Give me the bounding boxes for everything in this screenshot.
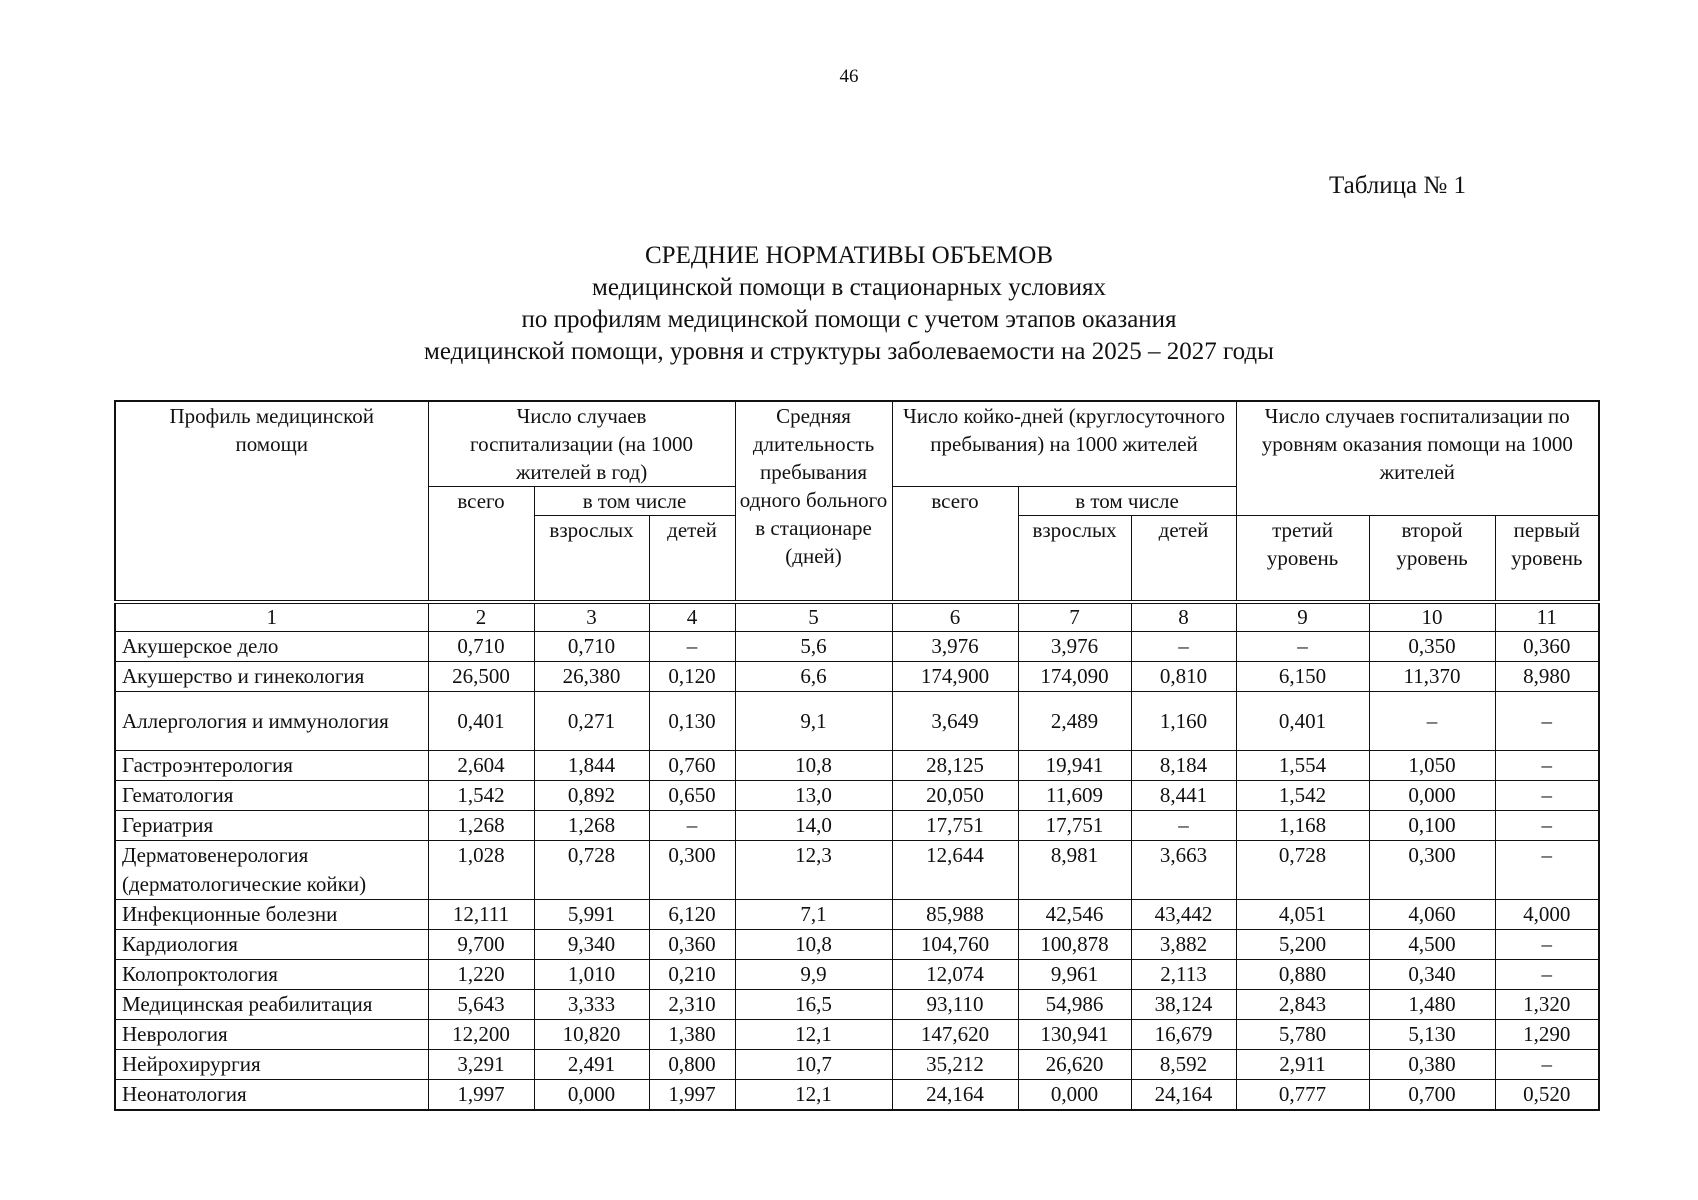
title-line-3: по профилям медицинской помощи с учетом этапов оказания: [521, 306, 1177, 333]
header-cases-total: всего: [428, 487, 534, 603]
value-cell: 6,120: [649, 900, 735, 930]
profile-cell: Аллергология и иммунология: [115, 692, 428, 751]
value-cell: 0,120: [649, 662, 735, 692]
value-cell: –: [1495, 751, 1599, 781]
column-number: 4: [649, 602, 735, 632]
value-cell: 1,997: [649, 1080, 735, 1111]
value-cell: 11,370: [1369, 662, 1495, 692]
header-level-2: второй уровень: [1369, 516, 1495, 603]
value-cell: 2,491: [534, 1050, 649, 1080]
value-cell: 0,300: [649, 841, 735, 900]
value-cell: –: [1131, 632, 1236, 662]
table-row: [115, 811, 1599, 841]
value-cell: 0,350: [1369, 632, 1495, 662]
value-cell: 0,271: [534, 692, 649, 751]
profile-cell: Акушерское дело: [115, 632, 428, 662]
table-body: [115, 632, 1599, 1111]
value-cell: 147,620: [892, 1020, 1018, 1050]
value-cell: 12,200: [428, 1020, 534, 1050]
value-cell: 0,380: [1369, 1050, 1495, 1080]
value-cell: 5,6: [735, 632, 892, 662]
value-cell: –: [649, 811, 735, 841]
table-row: [115, 990, 1599, 1020]
table-row: [115, 960, 1599, 990]
profile-cell: Гематология: [115, 781, 428, 811]
value-cell: 11,609: [1018, 781, 1131, 811]
header-bed-days-adults: взрослых: [1018, 516, 1131, 603]
value-cell: 6,150: [1236, 662, 1369, 692]
value-cell: 0,000: [1018, 1080, 1131, 1111]
value-cell: 9,700: [428, 930, 534, 960]
value-cell: 0,340: [1369, 960, 1495, 990]
value-cell: 17,751: [1018, 811, 1131, 841]
value-cell: 3,976: [1018, 632, 1131, 662]
value-cell: 10,820: [534, 1020, 649, 1050]
column-number: 11: [1495, 602, 1599, 632]
value-cell: 0,520: [1495, 1080, 1599, 1111]
value-cell: 54,986: [1018, 990, 1131, 1020]
value-cell: 0,700: [1369, 1080, 1495, 1111]
value-cell: 5,991: [534, 900, 649, 930]
value-cell: 20,050: [892, 781, 1018, 811]
value-cell: 4,060: [1369, 900, 1495, 930]
value-cell: 10,8: [735, 930, 892, 960]
value-cell: 13,0: [735, 781, 892, 811]
value-cell: 17,751: [892, 811, 1018, 841]
header-bed-days: Число койко-дней (круглосуточного пребывания) на 1000 жителей: [892, 401, 1236, 487]
value-cell: 43,442: [1131, 900, 1236, 930]
value-cell: 1,268: [428, 811, 534, 841]
value-cell: 10,7: [735, 1050, 892, 1080]
value-cell: 174,900: [892, 662, 1018, 692]
value-cell: 3,333: [534, 990, 649, 1020]
value-cell: 174,090: [1018, 662, 1131, 692]
value-cell: 8,980: [1495, 662, 1599, 692]
value-cell: 10,8: [735, 751, 892, 781]
value-cell: 5,643: [428, 990, 534, 1020]
value-cell: 8,592: [1131, 1050, 1236, 1080]
value-cell: 104,760: [892, 930, 1018, 960]
header-bed-days-total: всего: [892, 487, 1018, 603]
value-cell: 12,3: [735, 841, 892, 900]
header-level-3: третий уровень: [1236, 516, 1369, 603]
value-cell: 0,710: [534, 632, 649, 662]
value-cell: 0,810: [1131, 662, 1236, 692]
value-cell: 100,878: [1018, 930, 1131, 960]
value-cell: 1,542: [1236, 781, 1369, 811]
profile-cell: Дерматовенерология (дерматологические койки): [115, 841, 428, 900]
value-cell: 3,649: [892, 692, 1018, 751]
value-cell: 0,880: [1236, 960, 1369, 990]
value-cell: 2,604: [428, 751, 534, 781]
value-cell: 4,000: [1495, 900, 1599, 930]
header-level-1: первый уровень: [1495, 516, 1599, 603]
value-cell: 1,380: [649, 1020, 735, 1050]
value-cell: 19,941: [1018, 751, 1131, 781]
value-cell: 0,401: [1236, 692, 1369, 751]
header-profile: Профиль медицинской помощи: [115, 401, 428, 602]
value-cell: –: [1369, 692, 1495, 751]
value-cell: 24,164: [1131, 1080, 1236, 1111]
value-cell: 9,9: [735, 960, 892, 990]
value-cell: 8,184: [1131, 751, 1236, 781]
column-number: 10: [1369, 602, 1495, 632]
value-cell: 12,644: [892, 841, 1018, 900]
value-cell: 0,777: [1236, 1080, 1369, 1111]
value-cell: 0,401: [428, 692, 534, 751]
header-cases-including: в том числе: [534, 487, 735, 516]
value-cell: –: [1495, 841, 1599, 900]
profile-cell: Гериатрия: [115, 811, 428, 841]
profile-cell: Инфекционные болезни: [115, 900, 428, 930]
profile-cell: Медицинская реабилитация: [115, 990, 428, 1020]
value-cell: 0,210: [649, 960, 735, 990]
value-cell: 3,976: [892, 632, 1018, 662]
norms-table: [114, 400, 1600, 1111]
value-cell: 16,679: [1131, 1020, 1236, 1050]
value-cell: 12,074: [892, 960, 1018, 990]
value-cell: –: [1495, 960, 1599, 990]
table-title: [0, 240, 1698, 368]
value-cell: 3,663: [1131, 841, 1236, 900]
table-row: [115, 662, 1599, 692]
value-cell: 2,489: [1018, 692, 1131, 751]
value-cell: 3,291: [428, 1050, 534, 1080]
value-cell: 130,941: [1018, 1020, 1131, 1050]
profile-cell: Нейрохирургия: [115, 1050, 428, 1080]
value-cell: 0,360: [1495, 632, 1599, 662]
value-cell: 1,168: [1236, 811, 1369, 841]
value-cell: 93,110: [892, 990, 1018, 1020]
value-cell: 0,800: [649, 1050, 735, 1080]
value-cell: 2,843: [1236, 990, 1369, 1020]
value-cell: 12,1: [735, 1080, 892, 1111]
value-cell: 1,997: [428, 1080, 534, 1111]
column-number: 2: [428, 602, 534, 632]
value-cell: 6,6: [735, 662, 892, 692]
value-cell: 16,5: [735, 990, 892, 1020]
value-cell: 5,200: [1236, 930, 1369, 960]
value-cell: 8,981: [1018, 841, 1131, 900]
value-cell: 9,961: [1018, 960, 1131, 990]
table-row: [115, 1080, 1599, 1111]
value-cell: 5,130: [1369, 1020, 1495, 1050]
value-cell: 0,760: [649, 751, 735, 781]
column-number: 1: [115, 602, 428, 632]
title-line-4: медицинской помощи, уровня и структуры заболеваемости на 2025 – 2027 годы: [424, 338, 1274, 365]
value-cell: 0,728: [534, 841, 649, 900]
header-cases: Число случаев госпитализации (на 1000 жителей в год): [428, 401, 735, 487]
value-cell: 14,0: [735, 811, 892, 841]
table-row: [115, 632, 1599, 662]
profile-cell: Колопроктология: [115, 960, 428, 990]
value-cell: 0,710: [428, 632, 534, 662]
column-number: 7: [1018, 602, 1131, 632]
value-cell: –: [649, 632, 735, 662]
value-cell: 0,130: [649, 692, 735, 751]
table-row: [115, 751, 1599, 781]
value-cell: 8,441: [1131, 781, 1236, 811]
value-cell: 28,125: [892, 751, 1018, 781]
value-cell: 1,542: [428, 781, 534, 811]
value-cell: –: [1495, 781, 1599, 811]
page-number: 46: [839, 66, 859, 87]
table-row: [115, 692, 1599, 751]
column-numbers-row: [115, 602, 1599, 632]
value-cell: 7,1: [735, 900, 892, 930]
value-cell: –: [1495, 930, 1599, 960]
table-row: [115, 1050, 1599, 1080]
value-cell: 12,1: [735, 1020, 892, 1050]
value-cell: 1,320: [1495, 990, 1599, 1020]
profile-cell: Гастроэнтерология: [115, 751, 428, 781]
value-cell: 1,028: [428, 841, 534, 900]
value-cell: 1,220: [428, 960, 534, 990]
value-cell: 35,212: [892, 1050, 1018, 1080]
value-cell: 9,340: [534, 930, 649, 960]
title-line-2: медицинской помощи в стационарных условиях: [592, 274, 1106, 301]
value-cell: 5,780: [1236, 1020, 1369, 1050]
value-cell: 1,160: [1131, 692, 1236, 751]
header-levels: Число случаев госпитализации по уровням оказания помощи на 1000 жителей: [1236, 401, 1599, 516]
profile-cell: Неонатология: [115, 1080, 428, 1111]
value-cell: 26,380: [534, 662, 649, 692]
value-cell: 2,113: [1131, 960, 1236, 990]
column-number: 6: [892, 602, 1018, 632]
value-cell: 0,650: [649, 781, 735, 811]
value-cell: 1,554: [1236, 751, 1369, 781]
table-row: [115, 841, 1599, 900]
header-cases-children: детей: [649, 516, 735, 603]
value-cell: 26,500: [428, 662, 534, 692]
value-cell: –: [1495, 692, 1599, 751]
profile-cell: Акушерство и гинекология: [115, 662, 428, 692]
table-row: [115, 1020, 1599, 1050]
value-cell: 26,620: [1018, 1050, 1131, 1080]
column-number: 5: [735, 602, 892, 632]
value-cell: 2,310: [649, 990, 735, 1020]
table-row: [115, 781, 1599, 811]
value-cell: 0,300: [1369, 841, 1495, 900]
value-cell: –: [1495, 1050, 1599, 1080]
table-label: Таблица № 1: [1328, 172, 1466, 199]
profile-cell: Кардиология: [115, 930, 428, 960]
value-cell: 0,360: [649, 930, 735, 960]
header-bed-days-children: детей: [1131, 516, 1236, 603]
column-number: 8: [1131, 602, 1236, 632]
value-cell: –: [1236, 632, 1369, 662]
value-cell: –: [1131, 811, 1236, 841]
value-cell: 85,988: [892, 900, 1018, 930]
value-cell: 0,100: [1369, 811, 1495, 841]
value-cell: 1,050: [1369, 751, 1495, 781]
header-avg-stay: Средняя длительность пребывания одного больного в стационаре (дней): [735, 401, 892, 602]
value-cell: 3,882: [1131, 930, 1236, 960]
value-cell: 42,546: [1018, 900, 1131, 930]
column-number: 9: [1236, 602, 1369, 632]
profile-cell: Неврология: [115, 1020, 428, 1050]
value-cell: 0,728: [1236, 841, 1369, 900]
value-cell: 1,010: [534, 960, 649, 990]
value-cell: 38,124: [1131, 990, 1236, 1020]
column-number: 3: [534, 602, 649, 632]
value-cell: 12,111: [428, 900, 534, 930]
value-cell: 1,480: [1369, 990, 1495, 1020]
value-cell: 1,290: [1495, 1020, 1599, 1050]
value-cell: 0,892: [534, 781, 649, 811]
value-cell: 0,000: [534, 1080, 649, 1111]
value-cell: 24,164: [892, 1080, 1018, 1111]
value-cell: 2,911: [1236, 1050, 1369, 1080]
header-bed-days-including: в том числе: [1018, 487, 1236, 516]
value-cell: 1,844: [534, 751, 649, 781]
table-row: [115, 900, 1599, 930]
value-cell: –: [1495, 811, 1599, 841]
value-cell: 4,051: [1236, 900, 1369, 930]
value-cell: 0,000: [1369, 781, 1495, 811]
table-row: [115, 930, 1599, 960]
value-cell: 9,1: [735, 692, 892, 751]
value-cell: 1,268: [534, 811, 649, 841]
header-cases-adults: взрослых: [534, 516, 649, 603]
title-line-1: СРЕДНИЕ НОРМАТИВЫ ОБЪЕМОВ: [644, 242, 1054, 269]
value-cell: 4,500: [1369, 930, 1495, 960]
